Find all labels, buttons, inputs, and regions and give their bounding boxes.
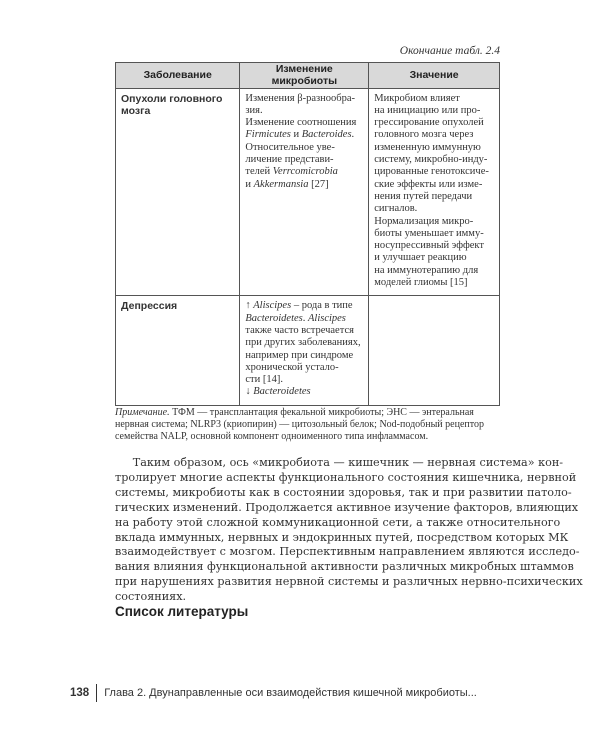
footer-divider [96, 684, 97, 702]
header-meaning: Значение [369, 63, 500, 89]
text-line: хронической устало- [245, 361, 339, 373]
body-line: при нарушениях развития нервной системы и различных нервно-психических [115, 575, 583, 589]
text-line: ские эффекты или изме- [374, 178, 483, 190]
text-line: моделей глиомы [15] [374, 277, 468, 289]
header-disease: Заболевание [116, 63, 240, 89]
text-line: грессирование опухолей [374, 117, 484, 129]
body-line: тролирует многие аспекты функционального состояния кишечника, нервной [115, 470, 577, 484]
cell-disease [116, 296, 240, 405]
text-line: Изменения β-разнообра- [245, 92, 356, 104]
text-line: Bacteroidetes. Aliscipes [245, 312, 346, 324]
text-line: носупрессивный эффект [374, 240, 484, 252]
latin-term: Firmicutes [245, 129, 291, 141]
latin-term: Aliscipes [253, 300, 292, 312]
text-line: Относительное уве- [245, 141, 335, 153]
text-line: при других заболеваниях, [245, 337, 361, 349]
page-footer [70, 684, 477, 702]
body-line: состояниях. [115, 590, 187, 604]
latin-term: Aliscipes [307, 312, 346, 324]
body-line: на работу этой сложной коммуникационной сети, а также относительного [115, 515, 561, 529]
text-line: головного мозга через [374, 129, 474, 141]
text-line: Депрессия [121, 300, 178, 313]
text-line: и улучшает реакцию [374, 252, 467, 264]
cell-disease [116, 88, 240, 296]
table-header-row [116, 63, 500, 89]
table-row [116, 296, 500, 405]
text-line: на иммунотерапию для [374, 264, 479, 276]
header-microbiota-change: Изменение микробиоты [240, 63, 369, 89]
cell-meaning [369, 88, 500, 296]
table-note [115, 407, 500, 444]
text-line: и Akkermansia [27] [245, 178, 329, 190]
body-line: системы, микробиоты как в состоянии здоровья, так и при развитии патоло- [115, 485, 572, 499]
references-heading: Список литературы [115, 604, 249, 619]
running-title: Глава 2. Двунаправленные оси взаимодействия кишечной микробиоты... [104, 687, 477, 699]
table-caption: Окончание табл. 2.4 [399, 45, 500, 57]
text-line: зия. [245, 104, 263, 116]
text-line: Firmicutes и Bacteroides. [245, 129, 355, 141]
text-line: сигналов. [374, 203, 418, 215]
latin-term: Bacteroidetes [253, 386, 311, 398]
text-line: нения путей передачи [374, 190, 473, 202]
text-line: цированные генотоксиче- [374, 166, 489, 178]
body-line: вания влияния функциональной активности различных микробных штаммов [115, 560, 574, 574]
text-line: Опухоли головного [121, 92, 223, 105]
latin-term: Bacteroidetes [245, 312, 303, 324]
text-line: ↓ Bacteroidetes [245, 386, 311, 398]
body-paragraph [115, 456, 583, 605]
body-line: Таким образом, ось «микробиота — кишечник — нервная система» кон- [115, 456, 564, 469]
text-line: систему, микробно-инду- [374, 154, 488, 166]
text-line: также часто встречается [245, 324, 354, 336]
body-line: вклада иммунных, нервных и эндокринных путей, посредством которых МК [115, 530, 569, 544]
note-text: ТФМ — трансплантация фекальной микробиоты; ЭНС — энтеральная нервная система; NLRP3 (криопирин) — цитозольный белок; Nod-подобный рецептор семейства NALP, основной компонент одноименного типа инфламмасом. [115, 407, 484, 443]
text-line: например при синдроме [245, 349, 354, 361]
body-line: взаимодействует с мозгом. Перспективным направлением являются исследо- [115, 545, 580, 559]
page-number: 138 [70, 687, 90, 699]
body-line: гических изменений. Продолжается активное изучение факторов, влияющих [115, 500, 579, 514]
latin-term: Bacteroides [301, 129, 352, 141]
text-line: мозга [121, 104, 151, 117]
text-line: измененную иммунную [374, 141, 481, 153]
text-line: личение представи- [245, 154, 334, 166]
cell-microbiota-change [240, 88, 369, 296]
cell-microbiota-change [240, 296, 369, 405]
text-line: Микробиом влияет [374, 92, 460, 104]
microbiota-table [115, 62, 500, 406]
table-row [116, 88, 500, 296]
text-line: Изменение соотношения [245, 117, 357, 129]
latin-term: Akkermansia [253, 178, 309, 190]
text-line: на инициацию или про- [374, 104, 481, 116]
text-line: сти [14]. [245, 374, 284, 386]
note-label: Примечание. [115, 407, 170, 418]
text-line: биоты уменьшает имму- [374, 227, 484, 239]
text-line: Нормализация микро- [374, 215, 474, 227]
text-line: телей Verrcomicrobia [245, 166, 338, 178]
text-line: ↑ Aliscipes – рода в типе [245, 300, 353, 312]
cell-meaning [369, 296, 500, 405]
latin-term: Verrcomicrobia [272, 166, 338, 178]
